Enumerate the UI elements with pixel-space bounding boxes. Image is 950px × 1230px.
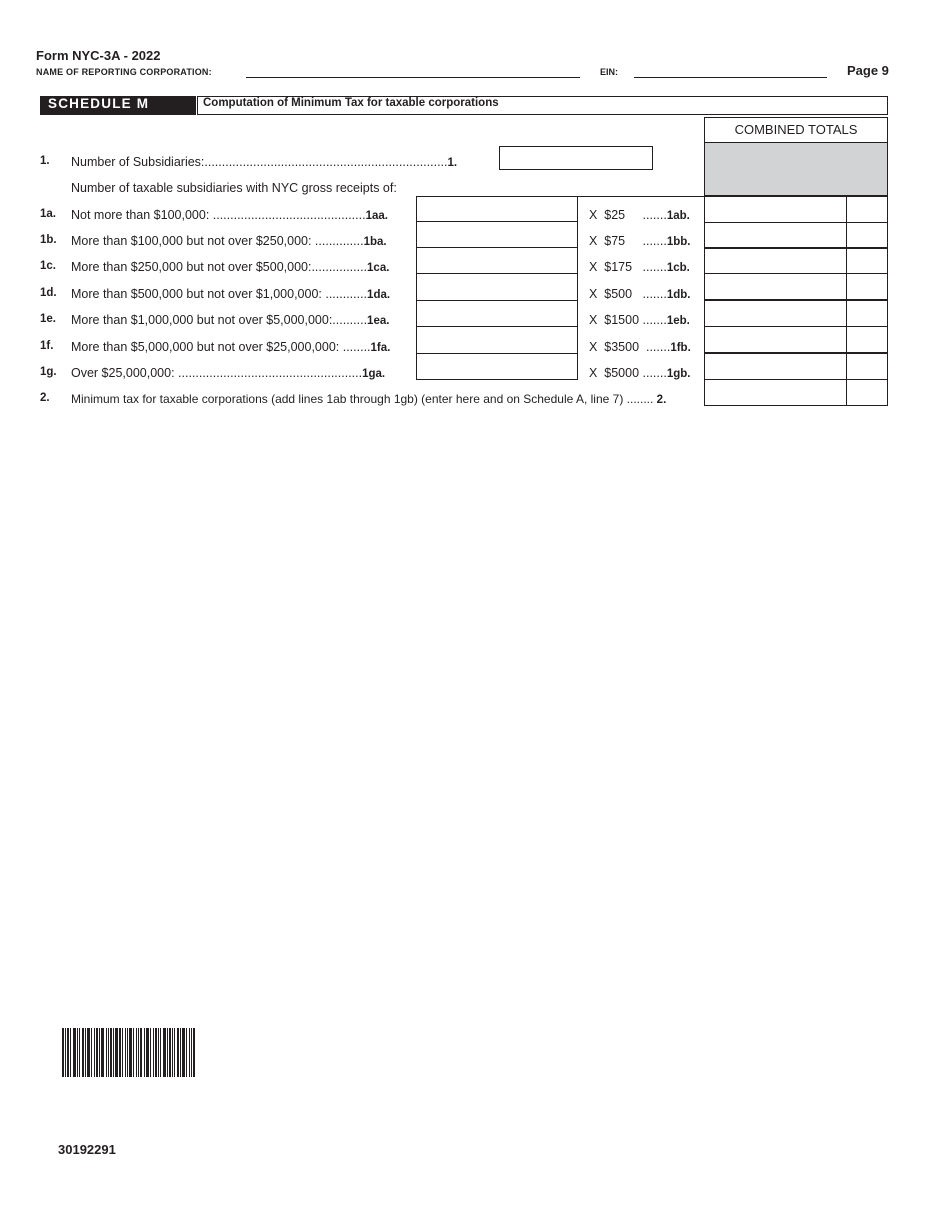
result-input-1fb[interactable] bbox=[704, 326, 888, 353]
row-description: More than $5,000,000 but not over $25,000,000: ........1fa. bbox=[71, 340, 391, 354]
ein-field[interactable] bbox=[634, 77, 827, 78]
count-input-1ea[interactable] bbox=[417, 301, 577, 326]
barcode-icon bbox=[62, 1028, 195, 1077]
document-number: 30192291 bbox=[58, 1142, 116, 1157]
cents-divider bbox=[846, 223, 847, 248]
result-input-1eb[interactable] bbox=[704, 300, 888, 327]
line-number: 1. bbox=[40, 155, 50, 167]
line-number: 1f. bbox=[40, 340, 54, 352]
count-input-1ga[interactable] bbox=[417, 354, 577, 379]
row-divider bbox=[416, 379, 578, 380]
count-input-1ca[interactable] bbox=[417, 248, 577, 273]
multiplier: X $25 .......1ab. bbox=[589, 208, 690, 222]
subsidiaries-input[interactable] bbox=[499, 146, 653, 170]
line-ref: 1. bbox=[447, 157, 458, 169]
count-input-1fa[interactable] bbox=[417, 327, 577, 353]
row-description: Over $25,000,000: .....................................................1ga. bbox=[71, 366, 386, 380]
multiplier: X $1500 .......1eb. bbox=[589, 313, 690, 327]
line-number: 1e. bbox=[40, 313, 56, 325]
form-title: Form NYC-3A - 2022 bbox=[36, 48, 161, 63]
result-input-1ab[interactable] bbox=[704, 196, 888, 223]
row-description: More than $100,000 but not over $250,000: ..............1ba. bbox=[71, 234, 387, 248]
corporation-name-label: NAME OF REPORTING CORPORATION: bbox=[36, 67, 212, 77]
line-number: 2. bbox=[40, 392, 50, 404]
result-input-1gb[interactable] bbox=[704, 353, 888, 380]
multiplier: X $500 .......1db. bbox=[589, 287, 691, 301]
line-number: 1d. bbox=[40, 287, 57, 299]
page-number: Page 9 bbox=[847, 63, 889, 78]
receipts-intro: Number of taxable subsidiaries with NYC gross receipts of: bbox=[71, 181, 397, 195]
row-description: More than $250,000 but not over $500,000:................1ca. bbox=[71, 260, 390, 274]
subsidiaries-label bbox=[71, 155, 457, 169]
line-number: 1c. bbox=[40, 260, 56, 272]
multiplier: X $75 .......1bb. bbox=[589, 234, 691, 248]
schedule-title: Computation of Minimum Tax for taxable corporations bbox=[197, 96, 888, 115]
result-input-1db[interactable] bbox=[704, 273, 888, 300]
shaded-area bbox=[704, 143, 888, 196]
line-description: Number of Subsidiaries:...................................................................... bbox=[71, 155, 448, 169]
ein-label: EIN: bbox=[600, 67, 618, 77]
corporation-name-field[interactable] bbox=[246, 77, 580, 78]
cents-divider bbox=[846, 274, 847, 299]
row-description: More than $500,000 but not over $1,000,000: ............1da. bbox=[71, 287, 391, 301]
result-input-1cb[interactable] bbox=[704, 247, 888, 274]
barcode-bar bbox=[193, 1028, 195, 1077]
line-number: 1g. bbox=[40, 366, 57, 378]
cents-divider bbox=[846, 354, 847, 379]
minimum-tax-input[interactable] bbox=[704, 379, 888, 406]
minimum-tax-label: Minimum tax for taxable corporations (add lines 1ab through 1gb) (enter here and on Schedule A, line 7) ........ 2. bbox=[71, 392, 667, 406]
multiplier: X $3500 .......1fb. bbox=[589, 340, 691, 354]
line-number: 1b. bbox=[40, 234, 57, 246]
cents-divider bbox=[846, 197, 847, 222]
count-input-1ba[interactable] bbox=[417, 222, 577, 247]
cents-divider bbox=[846, 301, 847, 326]
line-number: 1a. bbox=[40, 208, 56, 220]
multiplier: X $175 .......1cb. bbox=[589, 260, 690, 274]
row-description: More than $1,000,000 but not over $5,000,000:..........1ea. bbox=[71, 313, 390, 327]
result-input-1bb[interactable] bbox=[704, 222, 888, 249]
count-input-1da[interactable] bbox=[417, 274, 577, 300]
count-input-1aa[interactable] bbox=[417, 197, 577, 221]
cents-divider bbox=[846, 380, 847, 405]
cents-divider bbox=[846, 327, 847, 352]
cents-divider bbox=[846, 248, 847, 273]
row-description: Not more than $100,000: ............................................1aa. bbox=[71, 208, 388, 222]
multiplier: X $5000 .......1gb. bbox=[589, 366, 691, 380]
combined-totals-header: COMBINED TOTALS bbox=[704, 117, 888, 143]
schedule-label: SCHEDULE M bbox=[40, 96, 196, 115]
